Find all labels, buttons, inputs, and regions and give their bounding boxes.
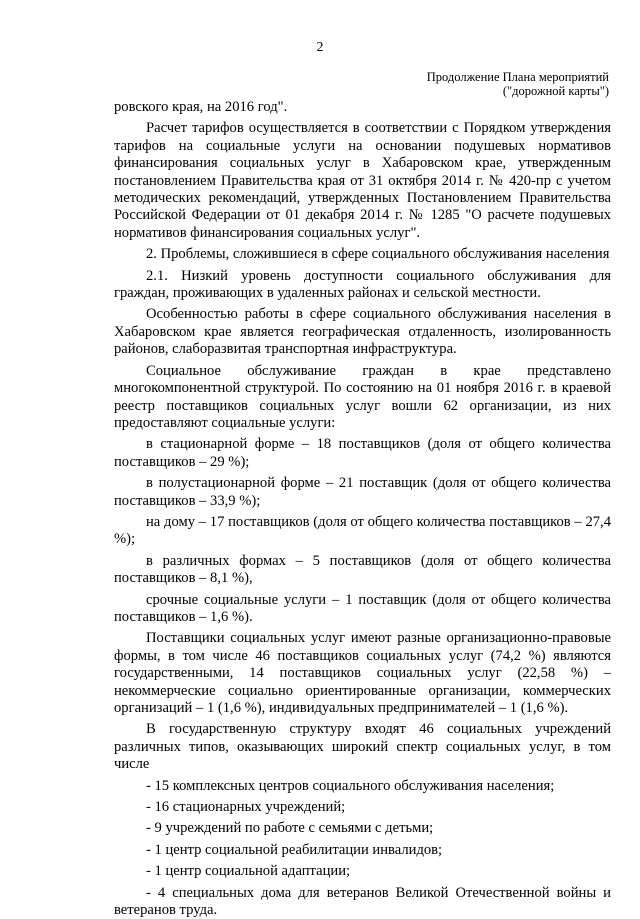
- page-number: 2: [316, 40, 324, 55]
- list-item-adaptation-center: - 1 центр социальной адаптации;: [146, 863, 351, 880]
- paragraph-geographic-features: Особенностью работы в сфере социального обслуживания населения в Хабаровском крае является географическая отдаленность, изолированность районов, слаборазвитая транспортная инфраструктура.: [114, 306, 611, 358]
- subsection-heading-accessibility: 2.1. Низкий уровень доступности социального обслуживания для граждан, проживающих в удаленных районах и сельской местности.: [114, 267, 611, 302]
- list-item-semi-stationary: в полустационарной форме – 21 поставщик (доля от общего количества поставщиков – 33,9 %);: [114, 475, 611, 509]
- paragraph-legal-forms: Поставщики социальных услуг имеют разные организационно-правовые формы, в том числе 46 поставщиков социальных услуг (74,2 %) являются государственными, 14 поставщиков социальных услуг (22,58 %) – некоммерческие социально ориентированные организации, коммерческих организаций – 1 (1,6 %), индивидуальных предпринимателей – 1 (1,6 %).: [114, 630, 611, 716]
- running-header: [427, 70, 609, 98]
- paragraph-continuation: ровского края, на 2016 год".: [114, 99, 288, 115]
- section-heading-problems: 2. Проблемы, сложившиеся в сфере социального обслуживания населения: [146, 246, 610, 263]
- document-body: [114, 99, 611, 919]
- paragraph-provider-registry: Социальное обслуживание граждан в крае представлено многокомпонентной структурой. По состоянию на 01 ноября 2016 г. в краевой реестр поставщиков социальных услуг вошли 62 организации, из них предоставляют социальные услуги:: [114, 362, 611, 431]
- list-item-family-institutions: - 9 учреждений по работе с семьями с детьми;: [146, 820, 434, 837]
- list-item-stationary-institutions: - 16 стационарных учреждений;: [146, 799, 346, 816]
- list-item-complex-centers: - 15 комплексных центров социального обслуживания населения;: [146, 777, 555, 794]
- running-header-line-2: ("дорожной карты"): [502, 84, 609, 98]
- list-item-veteran-homes: - 4 специальных дома для ветеранов Великой Отечественной войны и ветеранов труда.: [114, 884, 611, 919]
- paragraph-tariff-calculation: Расчет тарифов осуществляется в соответствии с Порядком утверждения тарифов на социальные услуги на основании подушевых нормативов финансирования социальных услуг в Хабаровском крае, утвержденным постановлением Правительства края от 31 октября 2014 г. № 420-пр с учетом методических рекомендаций, утвержденных Постановлением Правительства Российской Федерации от 01 декабря 2014 г. № 1285 "О расчете подушевых нормативов финансирования социальных услуг".: [114, 120, 611, 241]
- list-item-at-home: на дому – 17 поставщиков (доля от общего количества поставщиков – 27,4 %);: [114, 513, 611, 548]
- list-item-stationary: в стационарной форме – 18 поставщиков (доля от общего количества поставщиков – 29 %);: [114, 436, 611, 470]
- paragraph-state-structure: В государственную структуру входят 46 социальных учреждений различных типов, оказывающих широкий спектр социальных услуг, в том числе: [114, 721, 611, 773]
- list-item-urgent-services: срочные социальные услуги – 1 поставщик (доля от общего количества поставщиков – 1,6 %).: [114, 591, 611, 625]
- running-header-line-1: Продолжение Плана мероприятий: [426, 70, 609, 84]
- list-item-various-forms: в различных формах – 5 поставщиков (доля от общего количества поставщиков – 8,1 %),: [114, 552, 611, 587]
- list-item-rehabilitation-center: - 1 центр социальной реабилитации инвалидов;: [146, 841, 443, 858]
